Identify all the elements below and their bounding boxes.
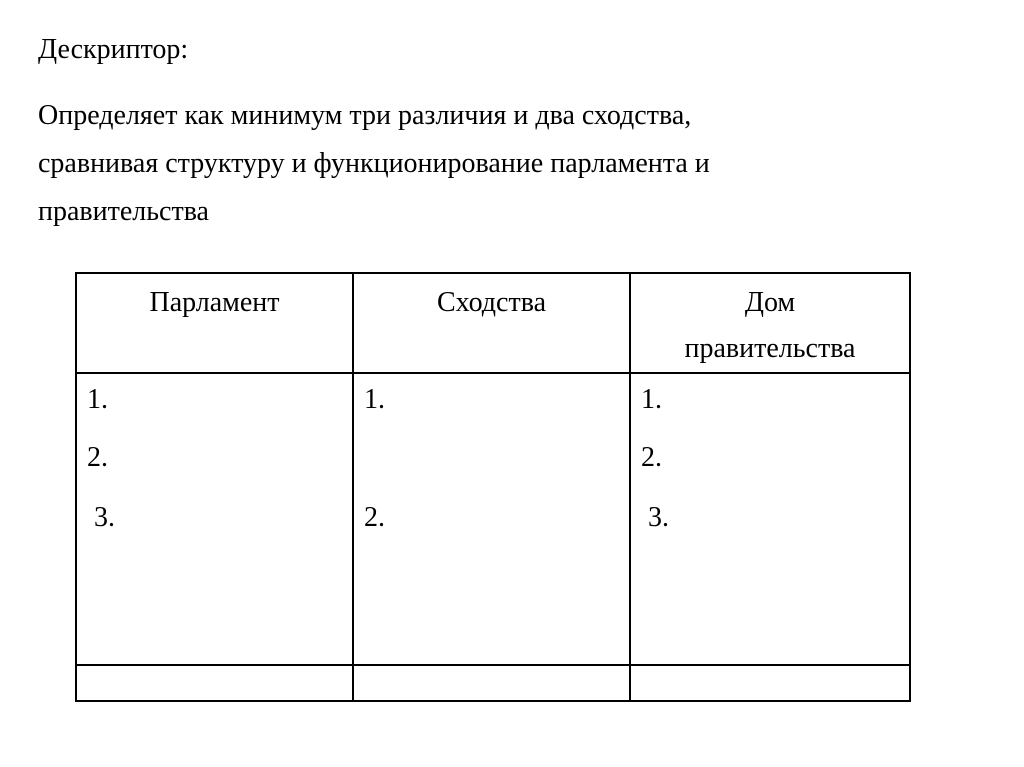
list-item: 2. [641,442,662,473]
list-item: 2. [87,442,108,473]
footer-cell[interactable] [353,665,630,701]
descriptor-line: правительства [38,196,209,227]
list-item: 3. [94,502,115,533]
descriptor-line: сравнивая структуру и функционирование парламента и [38,148,710,179]
table-footer-row [76,665,910,701]
header-label: правительства [684,333,856,364]
similarities-cell[interactable] [353,373,630,665]
header-label: Парламент [149,287,280,318]
header-similarities [353,273,630,373]
header-label: Дом [744,287,796,318]
list-item: 1. [87,384,108,415]
table-body-row [76,373,910,665]
list-item: 2. [364,502,385,533]
descriptor-line: Определяет как минимум три различия и два сходства, [38,100,692,131]
header-label: Сходства [437,287,546,318]
government-cell[interactable] [630,373,910,665]
descriptor-text [38,92,938,236]
comparison-table [75,272,911,702]
table-header-row [76,273,910,373]
descriptor-heading: Дескриптор: [38,34,189,65]
list-item: 1. [641,384,662,415]
header-government [630,273,910,373]
footer-cell[interactable] [630,665,910,701]
list-item: 1. [364,384,385,415]
header-parliament [76,273,353,373]
footer-cell[interactable] [76,665,353,701]
parliament-cell[interactable] [76,373,353,665]
list-item: 3. [648,502,669,533]
